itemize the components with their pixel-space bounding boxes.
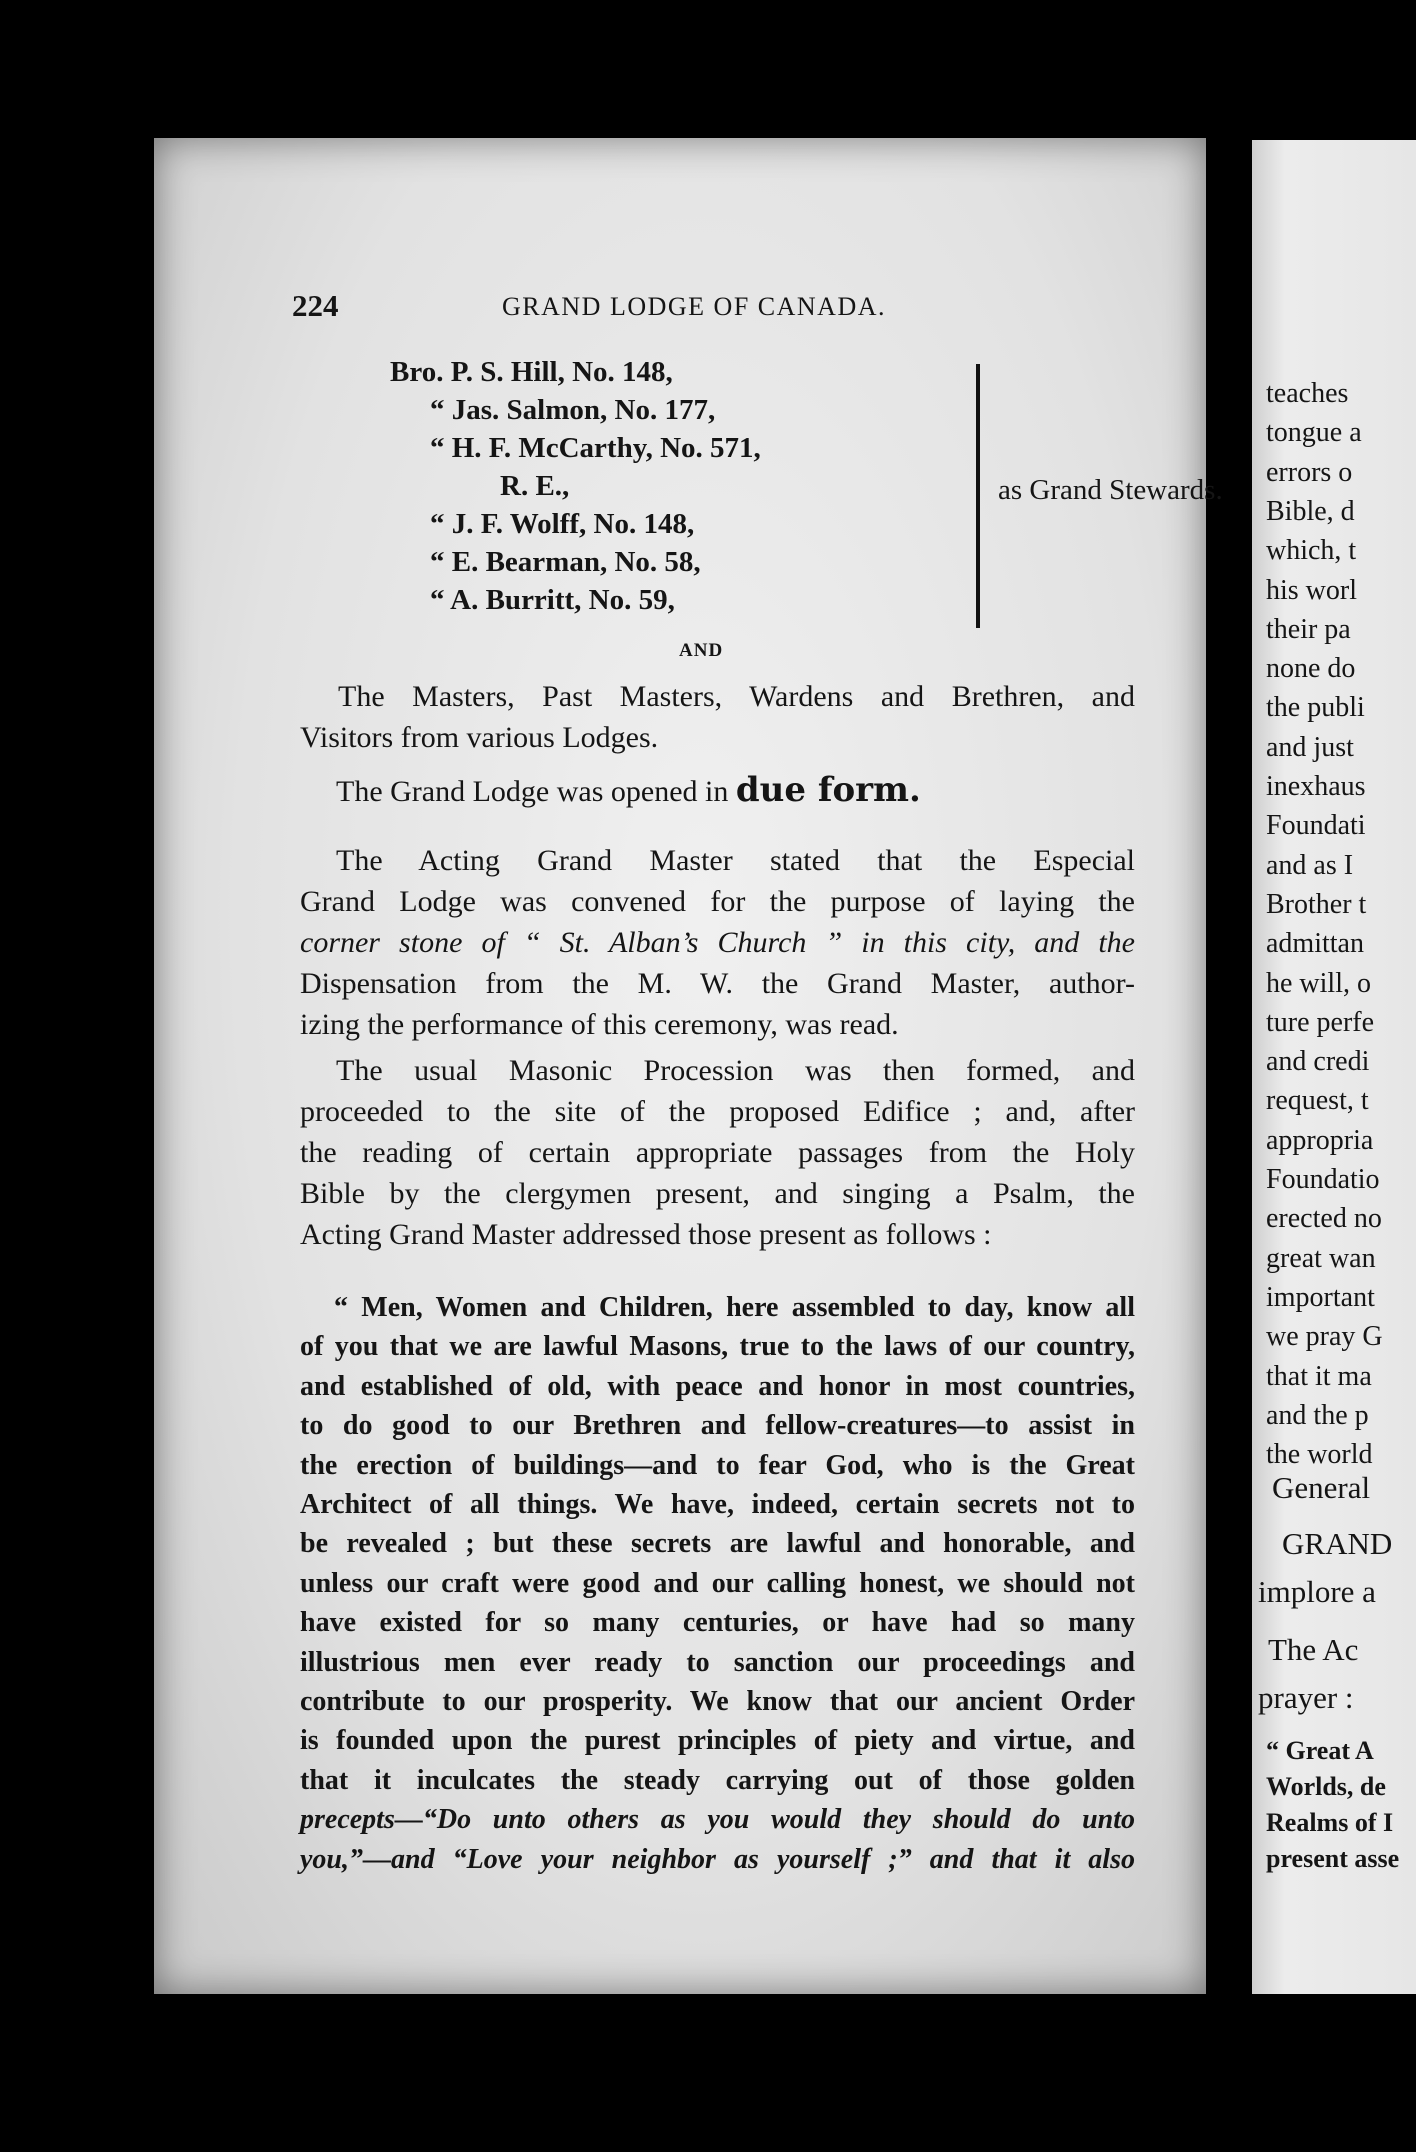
text-line: Dispensation from the M. W. the Grand Master, author-: [300, 967, 1135, 1000]
right-page-line: that it ma: [1266, 1360, 1372, 1392]
right-page-line: Brother t: [1266, 888, 1367, 920]
right-page-line: he will, o: [1266, 967, 1371, 999]
right-page-line: erected no: [1266, 1203, 1382, 1235]
steward-line: “ A. Burritt, No. 59,: [430, 584, 675, 616]
right-page-line: great wan: [1266, 1242, 1376, 1274]
text-line: contribute to our prosperity. We know that our ancient Order: [300, 1686, 1135, 1718]
right-page-line: we pray G: [1266, 1321, 1383, 1353]
right-page-line: and just: [1266, 731, 1354, 763]
book-page-left: [154, 138, 1223, 1994]
right-page-line: General: [1272, 1470, 1371, 1505]
address-paragraph: [300, 1288, 1135, 1879]
text-line: to do good to our Brethren and fellow-creatures—to assist in: [300, 1410, 1135, 1442]
right-page-line: present asse: [1266, 1844, 1400, 1873]
text-line: the reading of certain appropriate passages from the Holy: [300, 1136, 1135, 1169]
text-line: of you that we are lawful Masons, true to the laws of our country,: [300, 1331, 1135, 1363]
right-page-line: the world: [1266, 1439, 1373, 1471]
stewards-role: as Grand Stewards.: [998, 474, 1223, 506]
right-page-line: important: [1266, 1281, 1375, 1313]
right-page-line: the publi: [1266, 692, 1365, 724]
right-page-line: their pa: [1266, 613, 1351, 645]
text-line: The usual Masonic Procession was then formed, and: [336, 1054, 1135, 1087]
right-page-line: admittan: [1266, 928, 1364, 960]
right-page-line: ture perfe: [1266, 1006, 1375, 1038]
book-page-right-fragment: [1252, 140, 1416, 1994]
steward-line: “ Jas. Salmon, No. 177,: [430, 394, 716, 426]
text-line: is founded upon the purest principles of piety and virtue, and: [300, 1725, 1135, 1757]
right-page-line: and the p: [1266, 1399, 1369, 1431]
steward-line: “ H. F. McCarthy, No. 571,: [430, 432, 761, 464]
text-line: proceeded to the site of the proposed Edifice ; and, after: [300, 1095, 1135, 1128]
acting-master-paragraph: [300, 840, 1135, 1045]
right-page-line: which, t: [1266, 535, 1357, 567]
page-header: [292, 288, 1152, 328]
right-page-line: teaches: [1266, 378, 1349, 409]
text-line: illustrious men ever ready to sanction our proceedings and: [300, 1646, 1135, 1678]
right-page-line: errors o: [1266, 456, 1353, 488]
text-line: The Masters, Past Masters, Wardens and Brethren, and: [338, 680, 1135, 713]
text-line: Bible by the clergymen present, and singing a Psalm, the: [300, 1177, 1135, 1210]
right-page-line: appropria: [1266, 1124, 1374, 1156]
grouping-brace: [976, 364, 980, 628]
right-page-line: The Ac: [1268, 1632, 1359, 1667]
right-page-line: and credi: [1266, 1046, 1370, 1078]
steward-line: “ J. F. Wolff, No. 148,: [430, 508, 695, 540]
right-page-line: Realms of I: [1266, 1808, 1394, 1837]
right-page-line: inexhaus: [1266, 771, 1366, 802]
text-line: “ Men, Women and Children, here assembled to day, know all: [334, 1292, 1135, 1323]
right-page-line: his worl: [1266, 574, 1357, 606]
right-page-line: Worlds, de: [1266, 1772, 1386, 1801]
procession-paragraph: [300, 1050, 1135, 1255]
right-page-line: Foundati: [1266, 810, 1366, 842]
text-line: The Acting Grand Master stated that the Especial: [336, 844, 1135, 877]
text-line: corner stone of “ St. Alban’s Church ” in this city, and the: [300, 926, 1135, 959]
text-line: the erection of buildings—and to fear God, who is the Great: [300, 1449, 1135, 1481]
right-page-line: none do: [1266, 653, 1356, 685]
due-form-blackletter: due form.: [735, 770, 921, 810]
right-page-line: request, t: [1266, 1085, 1369, 1117]
text-line: unless our craft were good and our calling honest, we should not: [300, 1567, 1135, 1599]
page-number: 224: [292, 288, 339, 323]
opened-paragraph: [336, 770, 1171, 812]
right-page-line: tongue a: [1266, 417, 1362, 449]
right-page-line: GRAND: [1282, 1526, 1393, 1561]
steward-line: Bro. P. S. Hill, No. 148,: [390, 356, 673, 388]
masters-paragraph: [300, 676, 1135, 758]
text-line: that it inculcates the steady carrying out of those golden: [300, 1764, 1135, 1796]
right-page-line: Foundatio: [1266, 1164, 1380, 1195]
text-line: and established of old, with peace and honor in most countries,: [300, 1370, 1135, 1402]
right-page-line: Bible, d: [1266, 495, 1355, 527]
text-line: Architect of all things. We have, indeed, certain secrets not to: [300, 1489, 1135, 1521]
right-page-line: and as I: [1266, 849, 1354, 881]
opened-text: The Grand Lodge was opened in: [336, 775, 729, 808]
text-line: Grand Lodge was convened for the purpose of laying the: [300, 885, 1135, 918]
steward-line: R. E.,: [500, 470, 570, 502]
text-line: izing the performance of this ceremony, was read.: [300, 1008, 899, 1041]
right-page-line: “ Great A: [1266, 1736, 1374, 1765]
steward-line: “ E. Bearman, No. 58,: [430, 546, 701, 578]
text-line: be revealed ; but these secrets are lawful and honorable, and: [300, 1528, 1135, 1560]
running-title: GRAND LODGE OF CANADA.: [502, 292, 886, 321]
and-separator: AND: [679, 640, 724, 661]
text-line: Acting Grand Master addressed those present as follows :: [300, 1218, 992, 1251]
text-line: precepts—“Do unto others as you would they should do unto: [300, 1804, 1135, 1836]
right-page-line: implore a: [1258, 1574, 1376, 1609]
text-line: Visitors from various Lodges.: [300, 721, 659, 754]
text-line: have existed for so many centuries, or have had so many: [300, 1607, 1135, 1639]
right-page-line: prayer :: [1258, 1680, 1354, 1715]
text-line: you,”—and “Love your neighbor as yourself ;” and that it also: [300, 1843, 1135, 1875]
